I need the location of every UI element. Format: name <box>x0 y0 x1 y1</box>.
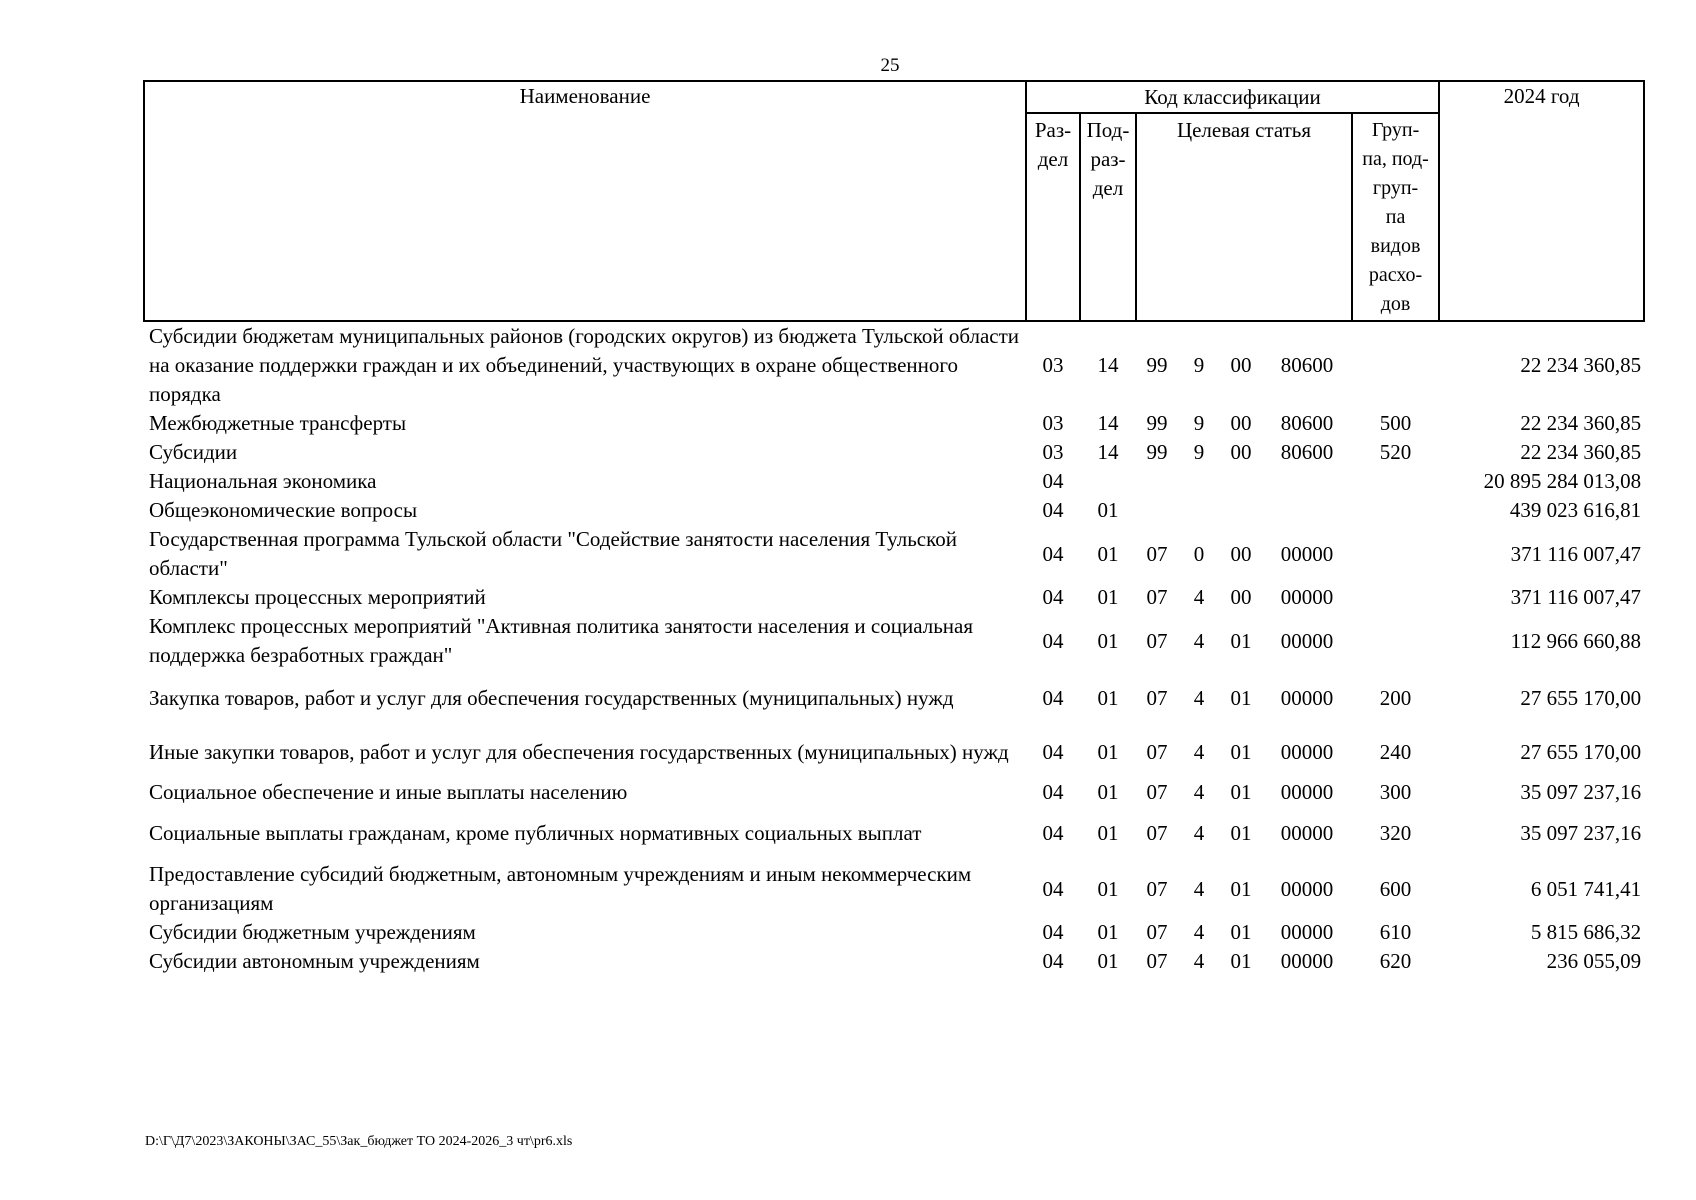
row-subsection: 01 <box>1097 920 1119 944</box>
row-name: Закупка товаров, работ и услуг для обеспечения государственных (муниципальных) нужд <box>149 685 954 710</box>
row-target-direction: 00000 <box>1280 628 1334 653</box>
row-name: Социальные выплаты гражданам, кроме публичных нормативных социальных выплат <box>149 821 922 845</box>
row-name: Общеэкономические вопросы <box>149 498 418 522</box>
header-classification-code: Код классификации <box>1026 81 1439 113</box>
row-target-direction: 00000 <box>1280 541 1334 566</box>
row-target-subprogram: 4 <box>1193 585 1205 609</box>
row-subsection: 01 <box>1097 821 1119 845</box>
row-target-event: 00 <box>1230 411 1252 435</box>
row-expense-group: 300 <box>1379 780 1412 804</box>
row-target-subprogram: 4 <box>1193 876 1205 901</box>
row-amount: 439 023 616,81 <box>1509 498 1642 522</box>
row-target-program: 07 <box>1146 739 1168 764</box>
row-target-subprogram: 4 <box>1193 821 1205 845</box>
row-target-direction: 00000 <box>1280 920 1334 944</box>
row-target-program: 07 <box>1146 876 1168 901</box>
row-amount: 22 234 360,85 <box>1520 440 1642 464</box>
budget-table <box>143 80 1643 976</box>
row-target-direction: 00000 <box>1280 876 1334 901</box>
row-name: Национальная экономика <box>149 469 377 493</box>
row-target-direction: 00000 <box>1280 821 1334 845</box>
row-target-program: 07 <box>1146 949 1168 973</box>
table-row <box>144 612 1644 670</box>
row-section: 04 <box>1042 498 1064 522</box>
table-row <box>144 918 1644 947</box>
table-row <box>144 726 1644 778</box>
row-section: 04 <box>1042 628 1064 653</box>
row-amount: 35 097 237,16 <box>1520 821 1642 845</box>
table-row <box>144 496 1644 525</box>
table-body <box>144 321 1644 976</box>
row-target-program: 99 <box>1146 411 1168 435</box>
row-expense-group <box>1352 467 1439 496</box>
row-target-subprogram: 4 <box>1193 949 1205 973</box>
row-section: 04 <box>1042 541 1064 566</box>
row-expense-group: 320 <box>1379 821 1412 845</box>
row-target-event: 01 <box>1230 821 1252 845</box>
row-amount: 27 655 170,00 <box>1520 739 1642 764</box>
row-target-event: 01 <box>1230 780 1252 804</box>
row-subsection <box>1080 467 1136 496</box>
row-name: Субсидии автономным учреждениям <box>149 949 480 973</box>
row-expense-group: 200 <box>1379 685 1412 710</box>
row-section: 03 <box>1042 411 1064 435</box>
row-target-event <box>1220 467 1262 496</box>
row-expense-group: 520 <box>1379 440 1412 464</box>
row-section: 04 <box>1042 469 1064 493</box>
row-subsection: 01 <box>1097 541 1119 566</box>
row-target-subprogram: 9 <box>1193 411 1205 435</box>
row-target-program <box>1136 496 1178 525</box>
header-target-article: Целевая статья <box>1136 113 1352 321</box>
table-row <box>144 525 1644 583</box>
row-name: Комплекс процессных мероприятий "Активная политика занятости населения и социальная поддержка безработных граждан" <box>149 614 973 667</box>
row-target-program: 99 <box>1146 440 1168 464</box>
row-target-event: 00 <box>1230 585 1252 609</box>
row-expense-group: 610 <box>1379 920 1412 944</box>
row-expense-group <box>1352 583 1439 612</box>
row-target-subprogram <box>1178 467 1220 496</box>
row-section: 04 <box>1042 876 1064 901</box>
row-section: 04 <box>1042 920 1064 944</box>
row-subsection: 01 <box>1097 685 1119 710</box>
row-target-subprogram: 4 <box>1193 685 1205 710</box>
header-name: Наименование <box>144 81 1026 321</box>
row-subsection: 14 <box>1097 353 1119 377</box>
row-target-event <box>1220 496 1262 525</box>
row-subsection: 01 <box>1097 585 1119 609</box>
row-section: 04 <box>1042 780 1064 804</box>
row-expense-group <box>1352 525 1439 583</box>
row-amount: 35 097 237,16 <box>1520 780 1642 804</box>
row-section: 04 <box>1042 821 1064 845</box>
row-name: Комплексы процессных мероприятий <box>149 585 486 609</box>
header-expense-group: Груп- па, под- груп- па видов расхо- дов <box>1352 113 1439 321</box>
row-target-direction: 00000 <box>1280 780 1334 804</box>
row-expense-group: 600 <box>1379 876 1412 901</box>
row-name: Предоставление субсидий бюджетным, автономным учреждениям и иным некоммерческим организациям <box>149 862 972 915</box>
row-target-event: 01 <box>1230 739 1252 764</box>
row-subsection: 01 <box>1097 498 1119 522</box>
row-name: Субсидии <box>149 440 238 464</box>
row-name: Субсидии бюджетам муниципальных районов (городских округов) из бюджета Тульской области на оказание поддержки граждан и их объединений, участвующих в охране общественного порядка <box>149 324 1020 406</box>
row-section: 04 <box>1042 585 1064 609</box>
row-expense-group <box>1352 496 1439 525</box>
row-target-subprogram <box>1178 496 1220 525</box>
row-target-event: 01 <box>1230 920 1252 944</box>
row-subsection: 01 <box>1097 628 1119 653</box>
row-target-program: 07 <box>1146 628 1168 653</box>
row-target-direction: 80600 <box>1280 440 1334 464</box>
row-target-subprogram: 4 <box>1193 739 1205 764</box>
table-row <box>144 467 1644 496</box>
row-section: 04 <box>1042 739 1064 764</box>
row-section: 03 <box>1042 440 1064 464</box>
row-amount: 22 234 360,85 <box>1520 411 1642 435</box>
table-row <box>144 860 1644 918</box>
row-expense-group <box>1352 612 1439 670</box>
header-subsection: Под- раз- дел <box>1080 113 1136 321</box>
row-target-event: 01 <box>1230 949 1252 973</box>
row-target-program: 07 <box>1146 920 1168 944</box>
table-row <box>144 409 1644 438</box>
row-amount: 20 895 284 013,08 <box>1483 469 1642 493</box>
row-expense-group <box>1352 321 1439 409</box>
header-year: 2024 год <box>1439 81 1644 321</box>
row-subsection: 14 <box>1097 440 1119 464</box>
table-row <box>144 321 1644 409</box>
row-target-event: 01 <box>1230 876 1252 901</box>
row-target-subprogram: 0 <box>1193 541 1205 566</box>
row-target-direction: 00000 <box>1280 585 1334 609</box>
row-target-program: 99 <box>1146 353 1168 377</box>
header-section: Раз- дел <box>1026 113 1080 321</box>
row-expense-group: 240 <box>1379 739 1412 764</box>
table-row <box>144 947 1644 976</box>
row-target-direction: 80600 <box>1280 411 1334 435</box>
row-target-program: 07 <box>1146 780 1168 804</box>
row-target-direction: 00000 <box>1280 739 1334 764</box>
row-name: Социальное обеспечение и иные выплаты населению <box>149 780 628 804</box>
row-amount: 371 116 007,47 <box>1510 585 1642 609</box>
file-path-footer: D:\Г\Д7\2023\ЗАКОНЫ\ЗАС_55\Зак_бюджет ТО 2024-2026_3 чт\pr6.xls <box>145 1134 573 1149</box>
row-target-subprogram: 9 <box>1193 440 1205 464</box>
row-target-event: 01 <box>1230 685 1252 710</box>
row-target-program: 07 <box>1146 821 1168 845</box>
table-row <box>144 583 1644 612</box>
row-expense-group: 500 <box>1379 411 1412 435</box>
row-name: Субсидии бюджетным учреждениям <box>149 920 476 944</box>
row-target-event: 00 <box>1230 353 1252 377</box>
row-amount: 112 966 660,88 <box>1510 628 1642 653</box>
page-number: 25 <box>880 55 900 76</box>
row-amount: 22 234 360,85 <box>1520 353 1642 377</box>
table-row <box>144 807 1644 860</box>
row-subsection: 14 <box>1097 411 1119 435</box>
row-target-direction <box>1262 496 1352 525</box>
row-target-direction: 00000 <box>1280 685 1334 710</box>
row-target-program: 07 <box>1146 685 1168 710</box>
row-expense-group: 620 <box>1379 949 1412 973</box>
row-target-subprogram: 4 <box>1193 628 1205 653</box>
row-amount: 371 116 007,47 <box>1510 541 1642 566</box>
row-name: Иные закупки товаров, работ и услуг для обеспечения государственных (муниципальных) нужд <box>149 739 1009 764</box>
row-amount: 236 055,09 <box>1546 949 1642 973</box>
table-row <box>144 778 1644 807</box>
row-target-subprogram: 4 <box>1193 920 1205 944</box>
row-target-direction: 80600 <box>1280 353 1334 377</box>
row-target-subprogram: 4 <box>1193 780 1205 804</box>
table-row <box>144 670 1644 726</box>
row-amount: 27 655 170,00 <box>1520 685 1642 710</box>
row-name: Межбюджетные трансферты <box>149 411 407 435</box>
row-amount: 6 051 741,41 <box>1530 876 1642 901</box>
row-target-event: 01 <box>1230 628 1252 653</box>
row-target-program: 07 <box>1146 541 1168 566</box>
row-target-event: 00 <box>1230 440 1252 464</box>
row-subsection: 01 <box>1097 739 1119 764</box>
row-target-program: 07 <box>1146 585 1168 609</box>
row-amount: 5 815 686,32 <box>1530 920 1642 944</box>
row-section: 04 <box>1042 685 1064 710</box>
row-target-event: 00 <box>1230 541 1252 566</box>
row-subsection: 01 <box>1097 780 1119 804</box>
row-subsection: 01 <box>1097 949 1119 973</box>
row-section: 03 <box>1042 353 1064 377</box>
row-subsection: 01 <box>1097 876 1119 901</box>
row-target-program <box>1136 467 1178 496</box>
row-target-direction <box>1262 467 1352 496</box>
table-row <box>144 438 1644 467</box>
row-target-direction: 00000 <box>1280 949 1334 973</box>
row-section: 04 <box>1042 949 1064 973</box>
row-name: Государственная программа Тульской области "Содействие занятости населения Тульской области" <box>149 527 957 580</box>
row-target-subprogram: 9 <box>1193 353 1205 377</box>
